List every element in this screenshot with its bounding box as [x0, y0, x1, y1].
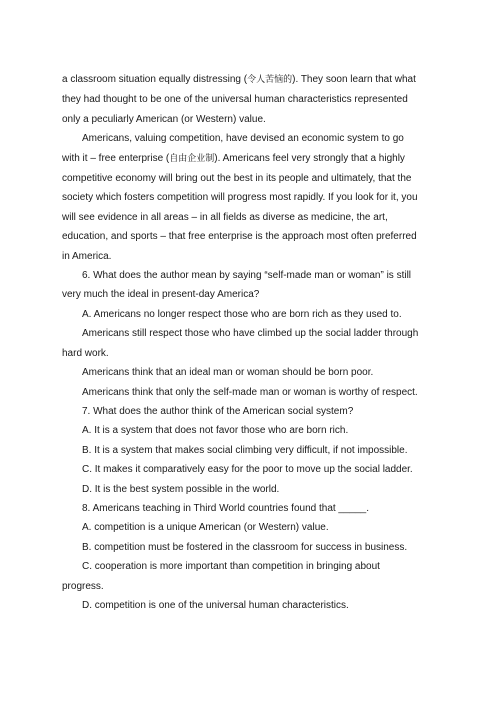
paragraph-classroom — [62, 70, 422, 129]
paragraph-free-enterprise — [62, 129, 422, 266]
question-8-stem: 8. Americans teaching in Third World countries found that _____. — [82, 502, 370, 514]
text-run: ). They soon learn that what they had thought to be one of the universal human characteristics represented only a peculiarly American (or Western) value. — [62, 74, 416, 125]
question-6-option-d: Americans think that only the self-made man or woman is worthy of respect. — [82, 386, 418, 398]
question-8-option-d: D. competition is one of the universal human characteristics. — [82, 599, 349, 611]
question-7-stem: 7. What does the author think of the American social system? — [82, 405, 354, 417]
text-run: Americans, valuing competition, have devised an economic system to go with it – free enterprise ( — [62, 133, 404, 164]
question-8-option-a: A. competition is a unique American (or Western) value. — [82, 522, 329, 534]
document-text — [62, 70, 422, 615]
chinese-gloss: 令人苦恼的 — [247, 75, 293, 85]
question-6-option-c: Americans think that an ideal man or woman should be born poor. — [82, 367, 374, 379]
chinese-gloss: 自由企业制 — [169, 153, 215, 164]
question-8-option-b: B. competition must be fostered in the classroom for success in business. — [82, 541, 408, 553]
question-6-option-b: Americans still respect those who have climbed up the social ladder through hard work. — [62, 328, 419, 359]
text-run: ). Americans feel very strongly that a highly competitive economy will bring out the best in its people and ultimately, that the society which fosters competition will progress most rapidly. If you look for it, you will see evidence in all areas – in all fields as diverse as medicine, the art, education, and sports – that free enterprise is the approach most often preferred in America. — [62, 152, 418, 262]
question-7-option-b: B. It is a system that makes social climbing very difficult, if not impossible. — [82, 444, 408, 456]
text-run: a classroom situation equally distressing ( — [62, 74, 248, 85]
question-7-option-a: A. It is a system that does not favor those who are born rich. — [82, 425, 349, 437]
question-6-option-a: A. Americans no longer respect those who are born rich as they used to. — [82, 308, 402, 320]
question-7-option-c: C. It makes it comparatively easy for the poor to move up the social ladder. — [82, 464, 413, 476]
question-8-option-c: C. cooperation is more important than competition in bringing about progress. — [62, 561, 380, 592]
question-7-option-d: D. It is the best system possible in the world. — [82, 483, 280, 495]
question-6-stem: 6. What does the author mean by saying “self-made man or woman” is still very much the ideal in present-day America? — [62, 270, 412, 301]
